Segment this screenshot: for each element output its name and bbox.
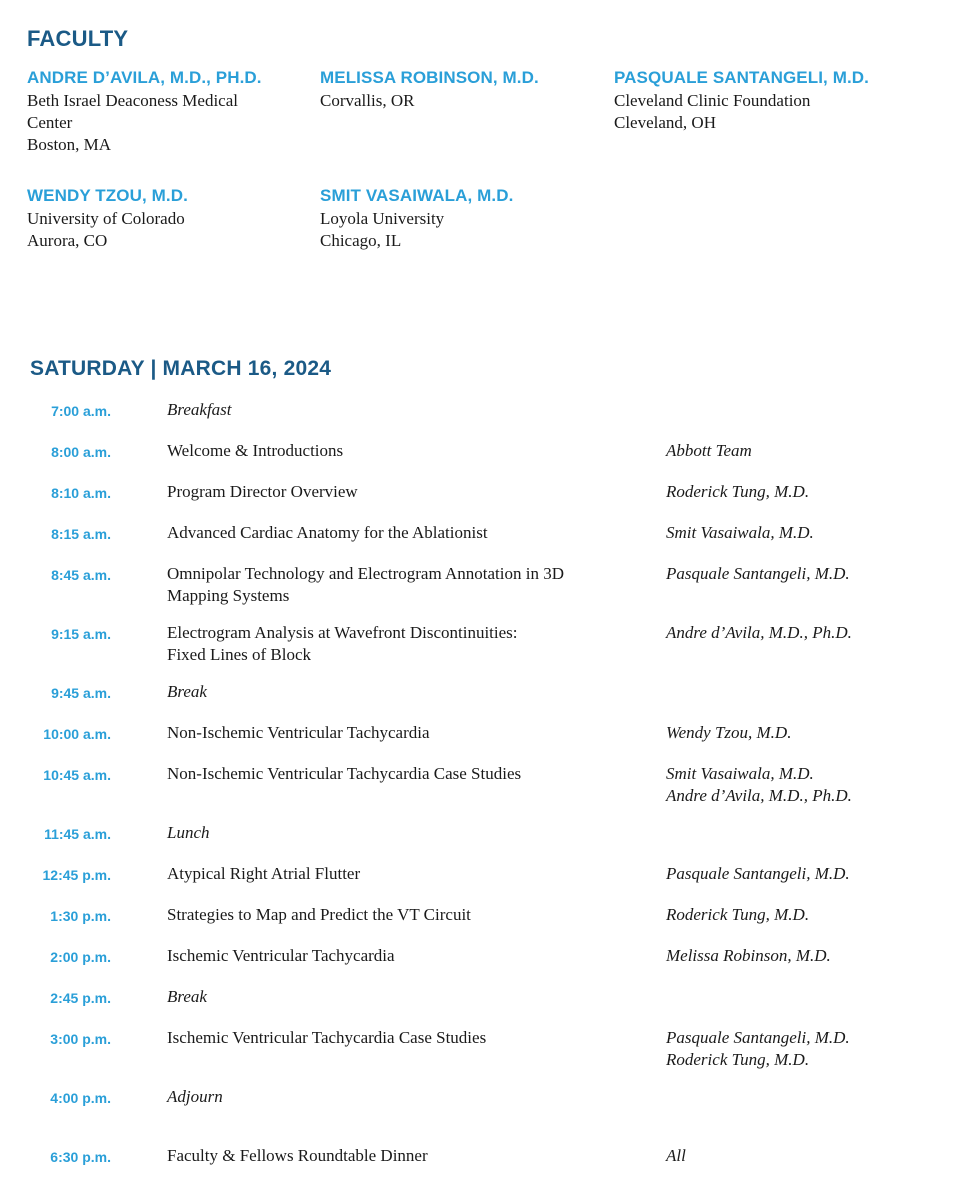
schedule-row	[0, 1027, 963, 1071]
faculty-member	[320, 67, 610, 112]
faculty-location: Boston, MA	[27, 135, 112, 154]
session-speaker: Roderick Tung, M.D.	[666, 482, 810, 501]
session-time: 8:15 a.m.	[51, 526, 111, 542]
schedule-row	[0, 945, 963, 989]
session-time: 8:10 a.m.	[51, 485, 111, 501]
session-time: 10:00 a.m.	[43, 726, 111, 742]
session-title: Break	[167, 987, 207, 1006]
session-speaker: Wendy Tzou, M.D.	[666, 723, 792, 742]
faculty-location: Aurora, CO	[27, 231, 108, 250]
session-title: Lunch	[167, 823, 210, 842]
faculty-location: Cleveland, OH	[614, 113, 716, 132]
faculty-name: MELISSA ROBINSON, M.D.	[320, 68, 539, 87]
schedule-row	[0, 722, 963, 766]
session-speaker: Andre d’Avila, M.D., Ph.D.	[666, 623, 852, 642]
session-time: 7:00 a.m.	[51, 403, 111, 419]
faculty-name: PASQUALE SANTANGELI, M.D.	[614, 68, 869, 87]
faculty-location: Chicago, IL	[320, 231, 402, 250]
schedule-row	[0, 622, 963, 666]
schedule-row	[0, 681, 963, 725]
faculty-affiliation-line: Cleveland Clinic Foundation	[614, 91, 811, 110]
session-title: Faculty & Fellows Roundtable Dinner	[167, 1146, 428, 1165]
session-time: 10:45 a.m.	[43, 767, 111, 783]
session-speaker: Pasquale Santangeli, M.D.	[666, 564, 850, 583]
faculty-name: ANDRE D’AVILA, M.D., PH.D.	[27, 68, 262, 87]
schedule-row	[0, 904, 963, 948]
session-title: Non-Ischemic Ventricular Tachycardia Case Studies	[167, 764, 522, 783]
faculty-member	[27, 185, 317, 252]
session-speaker: Smit Vasaiwala, M.D. Andre d’Avila, M.D., Ph.D.	[666, 764, 852, 805]
faculty-name: SMIT VASAIWALA, M.D.	[320, 186, 514, 205]
faculty-member	[27, 67, 317, 156]
schedule-row	[0, 1145, 963, 1189]
session-title: Omnipolar Technology and Electrogram Annotation in 3D Mapping Systems	[167, 564, 564, 605]
faculty-member	[614, 67, 904, 134]
faculty-heading: FACULTY	[27, 26, 129, 51]
schedule-row	[0, 440, 963, 484]
faculty-affiliation-line: University of Colorado	[27, 209, 185, 228]
session-title: Non-Ischemic Ventricular Tachycardia	[167, 723, 430, 742]
session-title: Breakfast	[167, 400, 232, 419]
session-speaker: All	[666, 1146, 686, 1165]
session-speaker: Smit Vasaiwala, M.D.	[666, 523, 814, 542]
session-title: Welcome & Introductions	[167, 441, 344, 460]
session-time: 1:30 p.m.	[50, 908, 111, 924]
session-title: Program Director Overview	[167, 482, 358, 501]
schedule-row	[0, 522, 963, 566]
session-speaker: Melissa Robinson, M.D.	[666, 946, 831, 965]
faculty-affiliation-line: Beth Israel Deaconess Medical	[27, 91, 238, 110]
schedule-row	[0, 822, 963, 866]
schedule-day-heading: SATURDAY | MARCH 16, 2024	[30, 357, 332, 380]
session-time: 11:45 a.m.	[44, 826, 111, 842]
session-time: 8:45 a.m.	[51, 567, 111, 583]
schedule-row	[0, 986, 963, 1030]
session-speaker: Pasquale Santangeli, M.D. Roderick Tung, M.D.	[666, 1028, 850, 1069]
schedule-row	[0, 481, 963, 525]
session-time: 9:45 a.m.	[51, 685, 111, 701]
schedule-row	[0, 763, 963, 807]
faculty-affiliation-line: Loyola University	[320, 209, 445, 228]
session-title: Break	[167, 682, 207, 701]
session-title: Strategies to Map and Predict the VT Circuit	[167, 905, 471, 924]
faculty-name: WENDY TZOU, M.D.	[27, 186, 188, 205]
session-title: Atypical Right Atrial Flutter	[167, 864, 361, 883]
session-speaker: Roderick Tung, M.D.	[666, 905, 810, 924]
faculty-location: Corvallis, OR	[320, 91, 415, 110]
session-time: 9:15 a.m.	[51, 626, 111, 642]
session-time: 4:00 p.m.	[50, 1090, 111, 1106]
session-time: 2:00 p.m.	[50, 949, 111, 965]
session-title: Electrogram Analysis at Wavefront Discontinuities: Fixed Lines of Block	[167, 623, 518, 664]
session-speaker: Abbott Team	[666, 441, 752, 460]
session-title: Adjourn	[167, 1087, 223, 1106]
schedule-row	[0, 399, 963, 443]
session-title: Ischemic Ventricular Tachycardia Case Studies	[167, 1028, 487, 1047]
session-title: Advanced Cardiac Anatomy for the Ablationist	[167, 523, 488, 542]
faculty-affiliation-line: Center	[27, 113, 73, 132]
schedule-row	[0, 1086, 963, 1130]
session-time: 6:30 p.m.	[50, 1149, 111, 1165]
session-speaker: Pasquale Santangeli, M.D.	[666, 864, 850, 883]
session-time: 8:00 a.m.	[51, 444, 111, 460]
session-title: Ischemic Ventricular Tachycardia	[167, 946, 395, 965]
schedule-row	[0, 563, 963, 607]
session-time: 2:45 p.m.	[50, 990, 111, 1006]
schedule-row	[0, 863, 963, 907]
session-time: 3:00 p.m.	[50, 1031, 111, 1047]
session-time: 12:45 p.m.	[42, 867, 111, 883]
faculty-member	[320, 185, 610, 252]
